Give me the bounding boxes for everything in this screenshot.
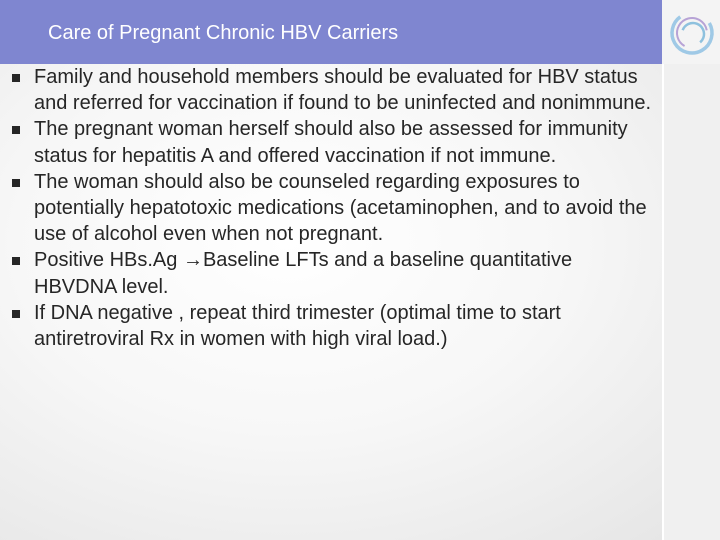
bullet-item — [12, 247, 652, 299]
square-bullet-icon — [12, 179, 20, 187]
title-bar — [0, 0, 662, 64]
bullet-item — [12, 169, 652, 248]
swirl-circles-icon — [666, 6, 716, 58]
arrow-right-icon: → — [182, 249, 203, 272]
square-bullet-icon — [12, 126, 20, 134]
bullet-list — [12, 64, 652, 352]
square-bullet-icon — [12, 310, 20, 318]
bullet-text: If DNA negative , repeat third trimester (optimal time to start antiretroviral Rx in women with high viral load.) — [34, 301, 561, 351]
logo-box — [662, 0, 720, 64]
square-bullet-icon — [12, 74, 20, 82]
bullet-text-after-arrow: Baseline LFTs and a baseline quantitative HBVDNA level. — [34, 249, 573, 298]
bullet-text: The pregnant woman herself should also be assessed for immunity status for hepatitis A and offered vaccination if not immune. — [34, 118, 628, 167]
square-bullet-icon — [12, 257, 20, 265]
bullet-item — [12, 64, 652, 116]
slide-title: Care of Pregnant Chronic HBV Carriers — [48, 22, 399, 44]
bullet-text: The woman should also be counseled regarding exposures to potentially hepatotoxic medications (acetaminophen, and to avoid the use of alcohol even when not pregnant. — [34, 170, 647, 246]
bullet-text-before-arrow: Positive HBs.Ag — [34, 249, 183, 272]
right-side-strip — [662, 64, 720, 540]
bullet-item — [12, 300, 652, 352]
bullet-text: Family and household members should be evaluated for HBV status and referred for vaccination if found to be uninfected and nonimmune. — [34, 66, 652, 115]
bullet-item — [12, 116, 652, 168]
